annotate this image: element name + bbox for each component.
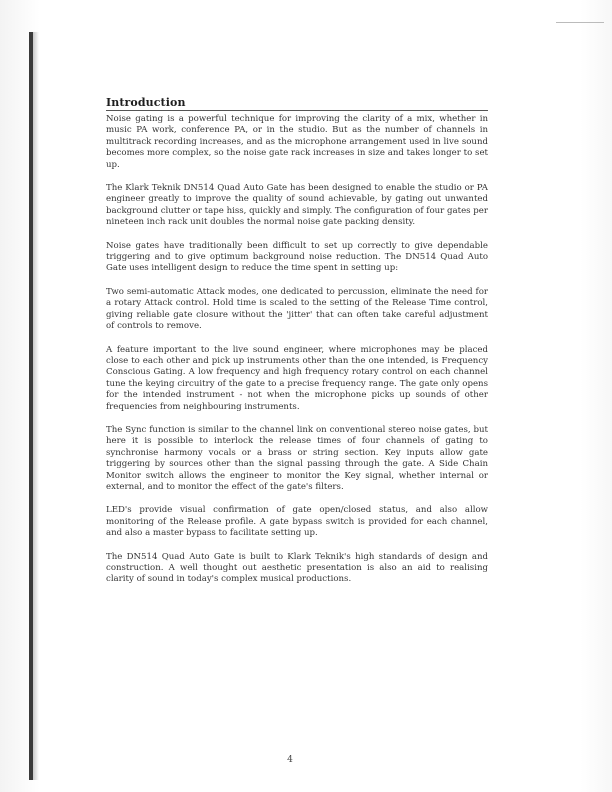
section-heading: Introduction: [106, 96, 488, 111]
page-number: 4: [287, 755, 293, 765]
paragraph-3: Noise gates have traditionally been difficult to set up correctly to give dependable triggering and to give optimum background noise reduction. The DN514 Quad Auto Gate uses intelligent design to reduce the time spent in setting up:: [106, 240, 488, 274]
corner-scan-mark: [556, 22, 604, 23]
paragraph-2: The Klark Teknik DN514 Quad Auto Gate has been designed to enable the studio or PA engineer greatly to improve the quality of sound achievable, by gating out unwanted background clutter or tape hiss, quickly and simply. The configuration of four gates per nineteen inch rack unit doubles the normal noise gate packing density.: [106, 183, 488, 228]
paragraph-1: Noise gating is a powerful technique for improving the clarity of a mix, whether in music PA work, conference PA, or in the studio. But as the number of channels in multitrack recording increases, and as the microphone arrangement used in live sound becomes more complex, so the noise gate rack increases in size and takes longer to set up.: [106, 114, 488, 170]
paragraph-7: LED's provide visual confirmation of gate open/closed status, and also allow monitoring of the Release profile. A gate bypass switch is provided for each channel, and also a master bypass to facilitate setting up.: [106, 505, 488, 539]
page-content: [106, 96, 488, 586]
binding-shadow: [33, 32, 39, 780]
paragraph-8: The DN514 Quad Auto Gate is built to Klark Teknik's high standards of design and construction. A well thought out aesthetic presentation is also an aid to realising clarity of sound in today's complex musical productions.: [106, 551, 488, 585]
paragraph-6: The Sync function is similar to the channel link on conventional stereo noise gates, but here it is possible to interlock the release times of four channels of gating to synchronise harmony vocals or a brass or string section. Key inputs allow gate triggering by sources other than the signal passing through the gate. A Side Chain Monitor switch allows the engineer to monitor the Key signal, whether internal or external, and to monitor the effect of the gate's filters.: [106, 424, 488, 492]
paragraph-5: A feature important to the live sound engineer, where microphones may be placed close to each other and pick up instruments other than the one intended, is Frequency Conscious Gating. A low frequency and high frequency rotary control on each channel tune the keying circuitry of the gate to a precise frequency range. The gate only opens for the intended instrument - not when the microphone picks up sounds of other frequencies from neighbouring instruments.: [106, 344, 488, 412]
paragraph-4: Two semi-automatic Attack modes, one dedicated to percussion, eliminate the need for a rotary Attack control. Hold time is scaled to the setting of the Release Time control, giving reliable gate closure without the 'jitter' that can often take careful adjustment of controls to remove.: [106, 286, 488, 332]
